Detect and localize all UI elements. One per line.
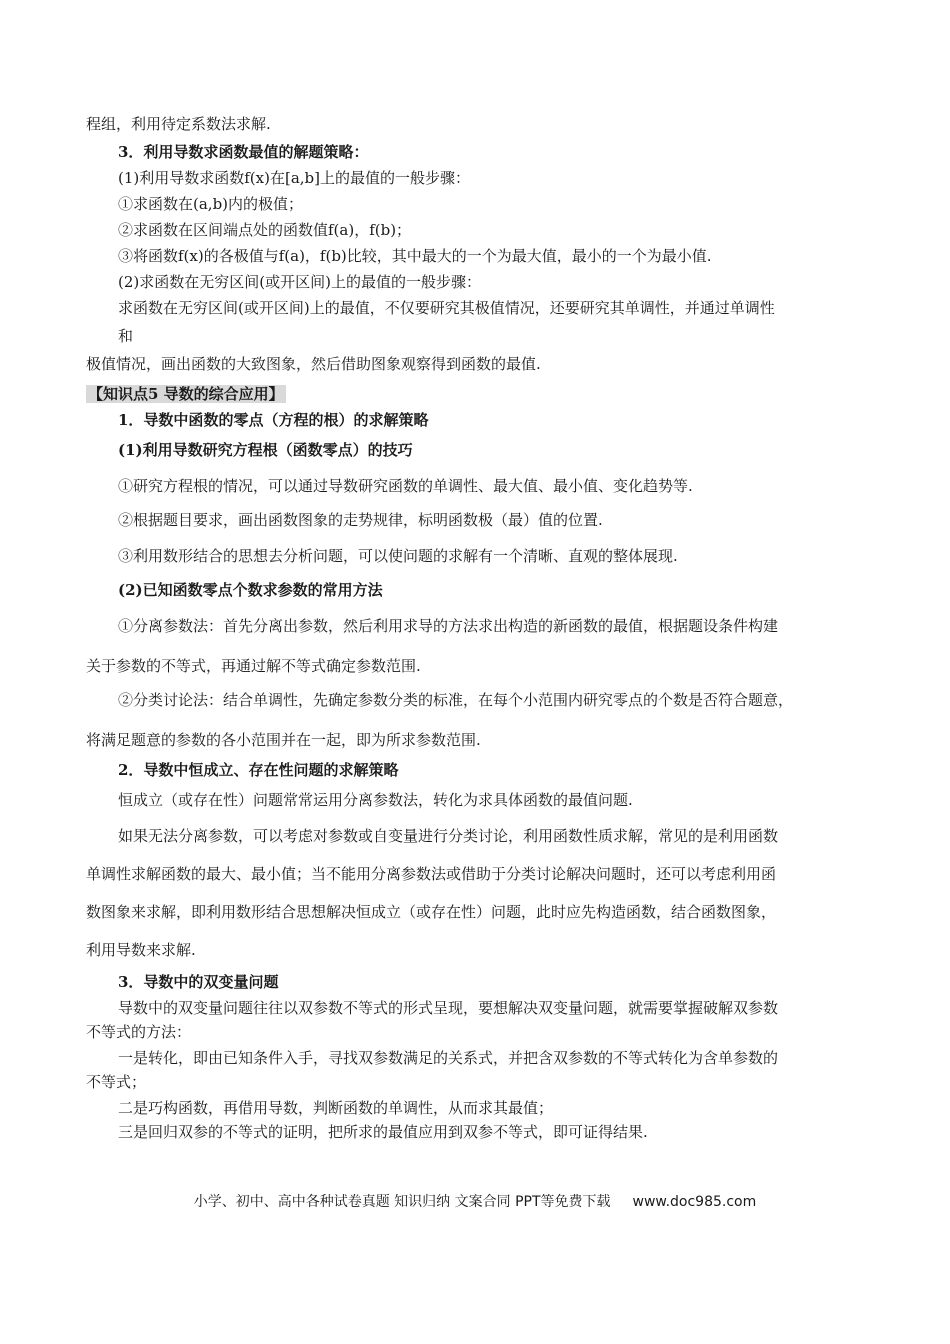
- text-line: 求函数在无穷区间(或开区间)上的最值，不仅要研究其极值情况，还要研究其单调性，并通过单调性: [118, 299, 775, 317]
- text-line: 程组，利用待定系数法求解.: [86, 115, 271, 133]
- text-line: 一是转化，即由已知条件入手，寻找双参数满足的关系式，并把含双参数的不等式转化为含单参数的: [118, 1049, 779, 1067]
- text-line: 关于参数的不等式，再通过解不等式确定参数范围.: [86, 657, 421, 675]
- section-heading: 3．利用导数求函数最值的解题策略：: [118, 143, 369, 161]
- text-line: 数图象来求解，即利用数形结合思想解决恒成立（或存在性）问题，此时应先构造函数，结合函数图象，: [86, 903, 777, 921]
- text-line: 将满足题意的参数的各小范围并在一起，即为所求参数范围.: [86, 731, 481, 749]
- footer-text: 小学、初中、高中各种试卷真题 知识归纳 文案合同 PPT等免费下载: [193, 1194, 611, 1210]
- text-line: ①求函数在(a,b)内的极值；: [118, 195, 304, 213]
- section-heading: 2．导数中恒成立、存在性问题的求解策略: [118, 761, 399, 779]
- section-heading: 1．导数中函数的零点（方程的根）的求解策略: [118, 411, 429, 429]
- subsection-heading: (1)利用导数研究方程根（函数零点）的技巧: [118, 441, 413, 459]
- text-line: (2)求函数在无穷区间(或开区间)上的最值的一般步骤：: [118, 273, 481, 291]
- text-line: ①研究方程根的情况，可以通过导数研究函数的单调性、最大值、最小值、变化趋势等.: [118, 477, 693, 495]
- text-line: 三是回归双参的不等式的证明，把所求的最值应用到双参不等式，即可证得结果.: [118, 1123, 648, 1141]
- text-line: 二是巧构函数，再借用导数，判断函数的单调性，从而求其最值；: [118, 1099, 554, 1117]
- text-line: ①分离参数法：首先分离出参数，然后利用求导的方法求出构造的新函数的最值，根据题设条件构建: [118, 617, 779, 635]
- text-line: 利用导数来求解.: [86, 941, 196, 959]
- section-heading: 3．导数中的双变量问题: [118, 973, 279, 991]
- text-line: 单调性求解函数的最大、最小值；当不能用分离参数法或借助于分类讨论解决问题时，还可以考虑利用函: [86, 865, 777, 883]
- highlighted-heading: 【知识点5 导数的综合应用】: [88, 385, 284, 403]
- text-line: 不等式的方法：: [86, 1023, 192, 1041]
- text-line: ②分类讨论法：结合单调性，先确定参数分类的标准，在每个小范围内研究零点的个数是否符合题意，: [118, 691, 794, 709]
- text-line: (1)利用导数求函数f(x)在[a,b]上的最值的一般步骤：: [118, 169, 470, 187]
- subsection-heading: (2)已知函数零点个数求参数的常用方法: [118, 581, 383, 599]
- footer-url-link[interactable]: www.doc985.com: [632, 1194, 757, 1210]
- text-line: 恒成立（或存在性）问题常常运用分离参数法，转化为求具体函数的最值问题.: [118, 791, 633, 809]
- text-line: 导数中的双变量问题往往以双参数不等式的形式呈现，要想解决双变量问题，就需要掌握破解双参数: [118, 999, 779, 1017]
- text-line: ③将函数f(x)的各极值与f(a)，f(b)比较，其中最大的一个为最大值，最小的一个为最小值.: [118, 247, 712, 265]
- text-line: ③利用数形结合的思想去分析问题，可以使问题的求解有一个清晰、直观的整体展现.: [118, 547, 678, 565]
- text-line: 和: [118, 327, 134, 345]
- text-line: ②根据题目要求，画出函数图象的走势规律，标明函数极（最）值的位置.: [118, 511, 603, 529]
- text-line: 不等式；: [86, 1073, 147, 1091]
- text-line: 如果无法分离参数，可以考虑对参数或自变量进行分类讨论，利用函数性质求解，常见的是利用函数: [118, 827, 779, 845]
- text-line: 极值情况，画出函数的大致图象，然后借助图象观察得到函数的最值.: [86, 355, 541, 373]
- knowledge-point-heading: [86, 384, 286, 404]
- text-line: ②求函数在区间端点处的函数值f(a)，f(b)；: [118, 221, 412, 239]
- page-footer: [0, 1192, 950, 1212]
